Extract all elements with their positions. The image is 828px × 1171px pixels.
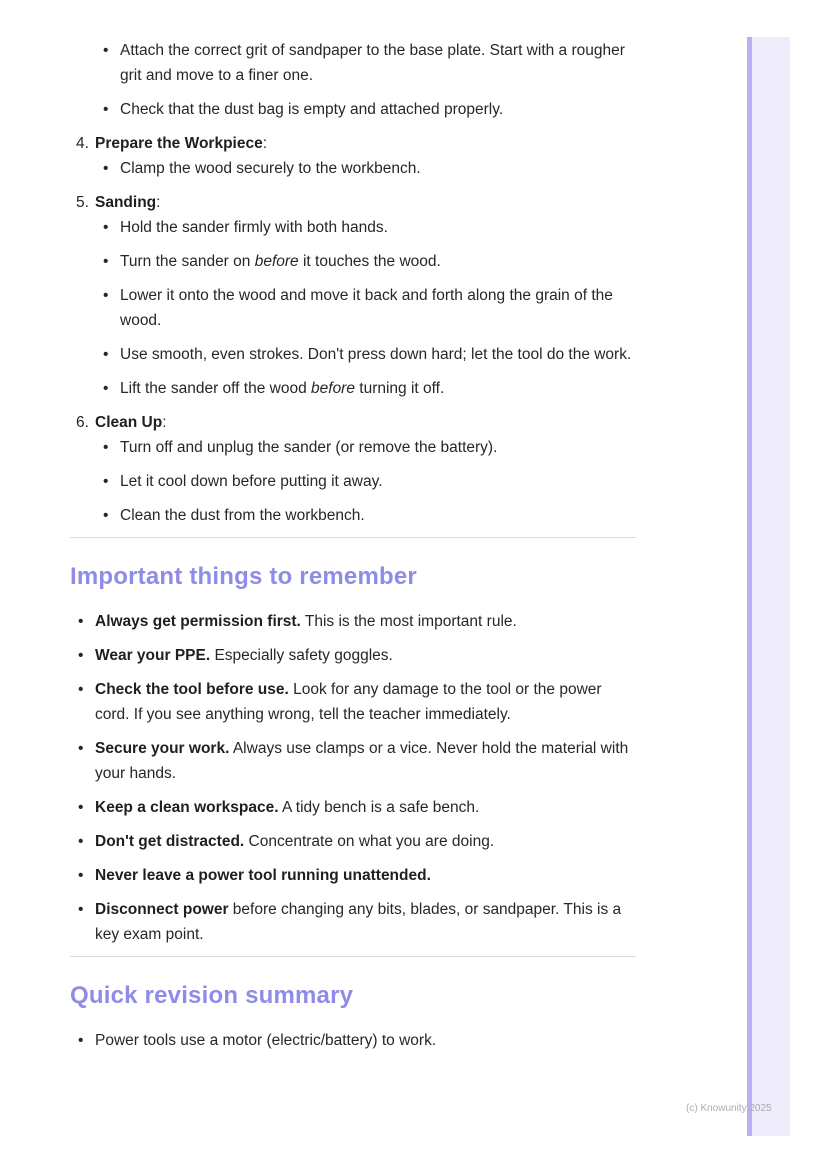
bullet-text: This is the most important rule.: [300, 613, 517, 630]
bullet-text: Always use clamps or a vice. Never hold the material with your hands.: [95, 740, 629, 782]
step-number: 5.: [76, 194, 89, 211]
step-bullet-list: [70, 156, 636, 181]
bullet-text: it touches the wood.: [298, 253, 441, 270]
step-title: Prepare the Workpiece: [95, 135, 263, 152]
heading-important-things: Important things to remember: [70, 563, 417, 590]
italic-word: before: [254, 253, 299, 270]
list-item: [70, 643, 636, 668]
page-edge-line: [747, 37, 752, 1136]
step-clean-up: [70, 410, 636, 528]
step-title: Clean Up: [95, 414, 163, 431]
bold-lead: Always get permission first.: [95, 613, 301, 630]
bullet-text: Let it cool down before putting it away.: [120, 473, 383, 490]
bullet-text: Use smooth, even strokes. Don't press down hard; let the tool do the work.: [120, 346, 632, 363]
bullet-text: Power tools use a motor (electric/battery) to work.: [95, 1032, 437, 1049]
step-heading: [70, 190, 636, 215]
step-suffix: :: [156, 194, 161, 211]
bold-lead: Check the tool before use.: [95, 681, 289, 698]
bold-lead: Secure your work.: [95, 740, 230, 757]
bold-lead: Keep a clean workspace.: [95, 799, 279, 816]
list-item: [70, 97, 636, 122]
list-item: [70, 503, 636, 528]
bullet-text: A tidy bench is a safe bench.: [278, 799, 480, 816]
list-item: [70, 283, 636, 333]
copyright-watermark: (c) Knowunity 2025: [686, 1103, 772, 1114]
step-suffix: :: [262, 135, 268, 152]
divider: [70, 956, 636, 957]
heading-quick-revision: Quick revision summary: [70, 982, 354, 1009]
step-bullet-list: [70, 215, 636, 401]
summary-bullet-list: [70, 1028, 636, 1053]
list-item: [70, 215, 636, 240]
step-sanding: [70, 190, 636, 401]
bold-lead: Wear your PPE.: [95, 647, 211, 664]
bold-lead: Don't get distracted.: [95, 833, 245, 850]
bold-lead: Never leave a power tool running unattended.: [95, 867, 431, 884]
bullet-text: Look for any damage to the tool or the power cord. If you see anything wrong, tell the teacher immediately.: [95, 681, 602, 723]
bullet-text: Attach the correct grit of sandpaper to the base plate. Start with a rougher grit and move to a finer one.: [120, 42, 625, 84]
list-item: [70, 829, 636, 854]
list-item: [70, 156, 636, 181]
page-content: [70, 38, 636, 1062]
step-suffix: :: [162, 414, 167, 431]
list-item: [70, 897, 636, 947]
step-number: 4.: [76, 135, 89, 152]
step-number: 6.: [76, 414, 89, 431]
list-item: [70, 435, 636, 460]
bullet-text: Clean the dust from the workbench.: [120, 507, 365, 524]
bullet-text: Lift the sander off the wood: [120, 380, 312, 397]
italic-word: before: [311, 380, 355, 397]
carryover-bullet-list: [70, 38, 636, 122]
bold-lead: Disconnect power: [95, 901, 229, 918]
list-item: [70, 249, 636, 274]
list-item: [70, 469, 636, 494]
bullet-text: Turn the sander on: [120, 253, 255, 270]
bullet-text: turning it off.: [354, 380, 445, 397]
bullet-text: Lower it onto the wood and move it back and forth along the grain of the wood.: [120, 287, 613, 329]
step-heading: [70, 410, 636, 435]
list-item: [70, 1028, 636, 1053]
list-item: [70, 677, 636, 727]
page-edge-band: [752, 37, 790, 1136]
step-prepare-workpiece: [70, 131, 636, 181]
list-item: [70, 38, 636, 88]
step-bullet-list: [70, 435, 636, 528]
list-item: [70, 795, 636, 820]
list-item: [70, 376, 636, 401]
bullet-text: Clamp the wood securely to the workbench.: [120, 160, 421, 177]
important-bullet-list: [70, 609, 636, 947]
list-item: [70, 342, 636, 367]
list-item: [70, 863, 636, 888]
step-title: Sanding: [95, 194, 157, 211]
list-item: [70, 609, 636, 634]
bullet-text: Especially safety goggles.: [210, 647, 393, 664]
bullet-text: Turn off and unplug the sander (or remove the battery).: [120, 439, 498, 456]
list-item: [70, 736, 636, 786]
bullet-text: Check that the dust bag is empty and attached properly.: [120, 101, 504, 118]
step-heading: [70, 131, 636, 156]
bullet-text: Concentrate on what you are doing.: [244, 833, 495, 850]
bullet-text: Hold the sander firmly with both hands.: [120, 219, 388, 236]
divider: [70, 537, 636, 538]
bullet-text: before changing any bits, blades, or sandpaper. This is a key exam point.: [95, 901, 622, 943]
